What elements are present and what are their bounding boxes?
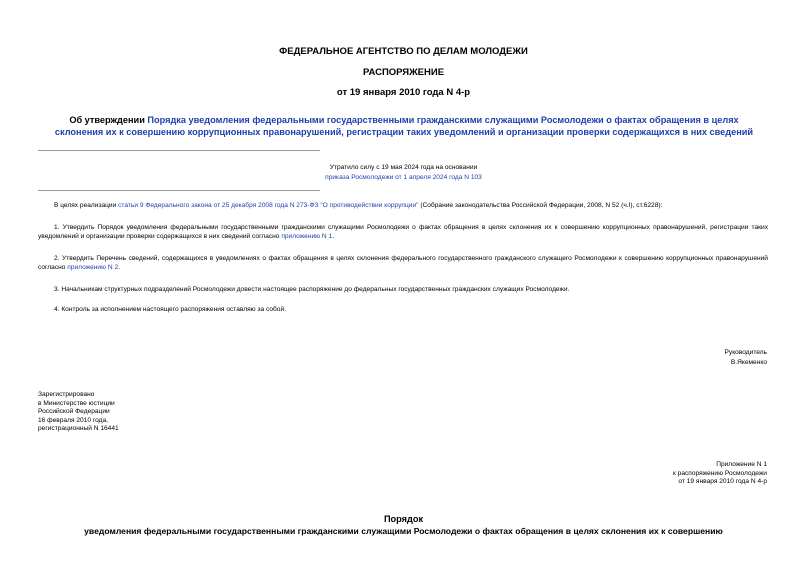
paragraph-2-text: 2. Утвердить Перечень сведений, содержащихся в уведомлениях о фактах обращения в целях склонения федерального государственного гражданского служащего Росмолодежи к совершению коррупционных правонарушений согласно — [38, 255, 768, 271]
paragraph-1-text: 1. Утвердить Порядок уведомления федеральными государственными гражданскими служащими Росмолодежи о фактах обращения в целях склонения их к совершению коррупционных правонарушений, регистрации таких уведомлений и организации проверки содержащихся в них сведений согласно — [38, 224, 768, 240]
appendix-ref-line: Приложение N 1 — [716, 461, 767, 468]
divider-top — [38, 150, 320, 151]
registration-line: 16 февраля 2010 года, — [38, 416, 108, 424]
divider-bottom — [38, 190, 320, 191]
appendix-2-link[interactable]: приложению N 2 — [67, 263, 119, 271]
status-line: Утратило силу с 19 мая 2024 года на основании — [329, 164, 478, 171]
preamble-after: (Собрание законодательства Российской Федерации, 2008, N 52 (ч.I), ст.6228): — [418, 202, 663, 209]
registration-line: регистрационный N 16441 — [38, 425, 119, 433]
paragraph-2: 2. Утвердить Перечень сведений, содержащихся в уведомлениях о фактах обращения в целях склонения федерального государственного гражданского служащего Росмолодежи к совершению коррупционных правонарушений согласно приложению N 2. — [38, 255, 768, 271]
preamble-before: В целях реализации — [54, 202, 119, 209]
subject-link[interactable]: Порядка уведомления федеральными государственными гражданскими служащими Росмолодежи о фактах обращения в целях склонения их к совершению коррупционных правонарушений, регистрации таких уведомлений и организации проверки содержащихся в них сведений — [54, 115, 754, 137]
registration-block — [38, 391, 119, 434]
status-link[interactable]: приказа Росмолодежи от 1 апреля 2024 года N 103 — [325, 174, 482, 181]
document-date: от 19 января 2010 года N 4-р — [336, 87, 471, 98]
document-subject — [44, 115, 764, 138]
subject-prefix: Об утверждении — [69, 115, 148, 125]
document-type: РАСПОРЯЖЕНИЕ — [362, 67, 445, 78]
signatory-name: В.Якеменко — [730, 359, 767, 366]
appendix-1-link[interactable]: приложению N 1 — [281, 232, 333, 240]
appendix-title: Порядок — [383, 514, 424, 524]
agency-title: ФЕДЕРАЛЬНОЕ АГЕНТСТВО ПО ДЕЛАМ МОЛОДЕЖИ — [279, 46, 528, 57]
registration-line: Зарегистрировано — [38, 391, 95, 398]
paragraph-4: 4. Контроль за исполнением настоящего распоряжения оставляю за собой. — [54, 306, 286, 313]
registration-line: в Министерстве юстиции — [38, 399, 115, 407]
preamble-law-link[interactable]: статьи 9 Федерального закона от 25 декабря 2008 года N 273-ФЗ "О противодействии коррупции" — [118, 202, 419, 209]
appendix-subtitle: уведомления федеральными государственными гражданскими служащими Росмолодежи о фактах обращения в целях склонения их к совершению — [84, 526, 723, 536]
appendix-ref-line: к распоряжению Росмолодежи — [672, 469, 767, 477]
signatory-title: Руководитель — [724, 349, 767, 356]
paragraph-1: 1. Утвердить Порядок уведомления федеральными государственными гражданскими служащими Росмолодежи о фактах обращения в целях склонения их к совершению коррупционных правонарушений, регистрации таких уведомлений и организации проверки содержащихся в них сведений согласно приложению N 1. — [38, 224, 768, 240]
preamble-paragraph — [38, 202, 768, 211]
appendix-ref-line: от 19 января 2010 года N 4-р — [678, 478, 767, 486]
paragraph-3: 3. Начальникам структурных подразделений Росмолодежи довести настоящее распоряжение до федеральных государственных гражданских служащих Росмолодежи. — [54, 286, 570, 293]
registration-line: Российской Федерации — [38, 408, 110, 416]
appendix-reference — [673, 461, 767, 487]
